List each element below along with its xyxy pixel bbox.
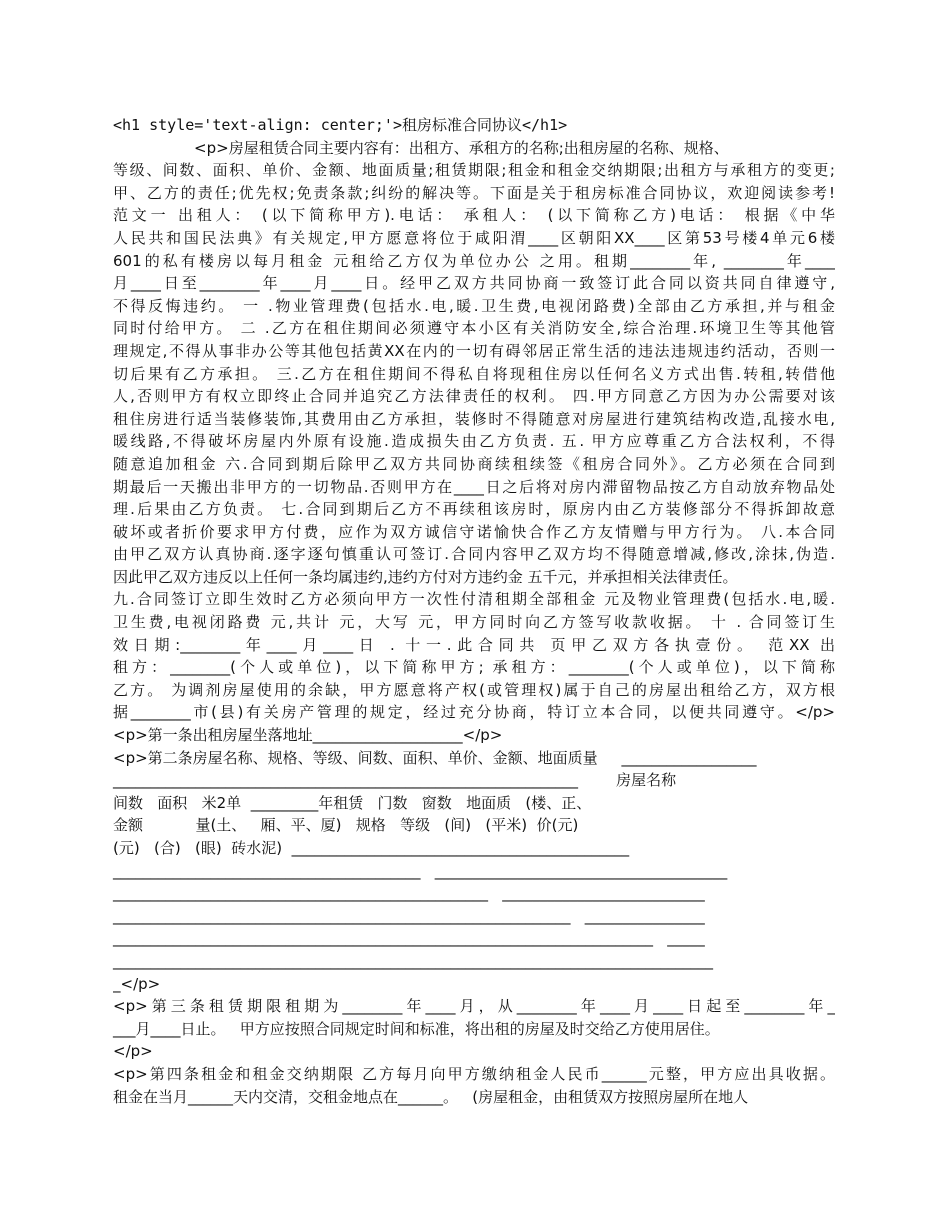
document-body (113, 114, 835, 1108)
document-line: (元) (合) (眼) 砖水泥) _____________________________________________ (113, 839, 630, 857)
document-line: 范文一 出租人： (以下简称甲方).电话： 承租人： (以下简称乙方)电话： 根据《中华 (113, 206, 835, 225)
document-line: <p>第三条租赁期限租期为________年____月，从________年____月____日起至________年_ (113, 997, 835, 1016)
document-line: 切后果有乙方承担。 三.乙方在租住期间不得私自将现租住房以任何名义方式出售.转租,转借他 (113, 364, 835, 383)
document-line: <p>第四条租金和租金交纳期限 乙方每月向甲方缴纳租金人民币______元整，甲方应出具收据。 (113, 1064, 835, 1083)
document-line: ___月____日止。 甲方应按照合同规定时间和标准，将出租的房屋及时交给乙方使用居住。 (113, 1019, 720, 1038)
document-line: 期最后一天搬出非甲方的一切物品.否则甲方在____日之后将对房内滞留物品按乙方自动放弃物品处 (113, 477, 835, 496)
document-line: 不得反悔违约。 一 .物业管理费(包括水.电,暖.卫生费,电视闭路费)全部由乙方承担,并与租金 (113, 296, 835, 315)
document-line: 理.后果由乙方负责。 七.合同到期后乙方不再续租该房时，原房内由乙方装修部分不得拆卸故意 (113, 500, 835, 519)
document-line: 等级、间数、面积、单价、金额、地面质量;租赁期限;租金和租金交纳期限;出租方与承租方的变更; (113, 161, 835, 180)
document-line: <p>第一条出租房屋坐落地址____________________</p> (113, 726, 503, 745)
document-line: 601的私有楼房以每月租金 元租给乙方仅为单位办公 之用。租期________年, ________年____ (113, 251, 835, 270)
document-line: 据________市(县)有关房产管理的规定，经过充分协商，特订立本合同，以便共同遵守。</p> (113, 703, 835, 722)
document-lines (113, 137, 835, 1109)
document-line: 租金在当月______天内交清，交租金地点在______。 (房屋租金，由租赁双方按照房屋所在地人 (113, 1087, 749, 1106)
document-line: 由甲乙双方认真协商.逐字逐句慎重认可签订.合同内容甲乙双方均不得随意增减,修改,涂抹,伪造. (113, 545, 835, 564)
document-line: <p>房屋租赁合同主要内容有：出租方、承租方的名称;出租房屋的名称、规格、 (113, 138, 729, 157)
document-line: _________________________________________ _______________________________________ (113, 861, 728, 880)
document-line: 因此甲乙双方违反以上任何一条均属违约,违约方付对方违约金 五千元，并承担相关法律责任。 (113, 567, 738, 586)
document-line: 月____日至________年____月____日。经甲乙双方共同协商一致签订此合同以资共同自律遵守, (113, 274, 835, 293)
document-line: 人民共和国民法典》有关规定,甲方愿意将位于咸阳渭____区朝阳XX____区第53号楼4单元6楼 (113, 228, 835, 247)
document-line: __________________________________________________ ___________________________ (113, 884, 705, 903)
document-line: 破坏或者折价要求甲方付费，应作为双方诚信守诺愉快合作乙方友情赠与甲方行为。 八.本合同 (113, 522, 835, 541)
document-line: 理规定,不得从事非办公等其他包括黄XX在内的一切有碍邻居正常生活的违法违规违约活动，否则一 (113, 341, 835, 360)
document-line: <p>第二条房屋名称、规格、等级、间数、面积、单价、金额、地面质量 __________________ (113, 748, 757, 767)
document-line: _</p> (113, 974, 161, 993)
document-line: </p> (113, 1042, 153, 1061)
document-line: ________________________________________________________________________ _____ (113, 929, 705, 948)
document-line: 乙方。 为调剂房屋使用的余缺，甲方愿意将产权(或管理权)属于自己的房屋出租给乙方，双方根 (113, 680, 835, 699)
document-line: 卫生费,电视闭路费 元,共计 元，大写 元，甲方同时向乙方签写收款收据。 十 . 合同签订生 (113, 613, 835, 632)
document-line: 效日期:________年____月____日 . 十一.此合同共 页甲乙双方各执壹份。 范XX 出 (113, 635, 835, 654)
document-line: 租方：________(个人或单位)，以下简称甲方; 承租方：________(个人或单位)，以下简称 (113, 658, 835, 677)
document-line: 九.合同签订立即生效时乙方必须向甲方一次性付清租期全部租金 元及物业管理费(包括水.电,暖. (113, 590, 835, 609)
document-line: 金额 量(土、 厢、平、厦) 规格 等级 (间) (平米) 价(元) (113, 816, 579, 835)
document-line: _____________________________________________________________ ________________ (113, 906, 705, 925)
title-markup-line: <h1 style='text-align: center;'>租房标准合同协议</h1> (113, 116, 568, 134)
document-line: 同时付给甲方。 二 .乙方在租住期间必须遵守本小区有关消防安全,综合治理.环境卫生等其他管 (113, 319, 835, 338)
document-line: ______________________________________________________________ 房屋名称 (113, 771, 677, 790)
document-line: 甲、乙方的责任;优先权;免责条款;纠纷的解决等。下面是关于租房标准合同协议，欢迎阅读参考! (113, 183, 835, 202)
document-line: 间数 面积 米2单 _________年租赁 门数 窗数 地面质 (楼、正、 (113, 793, 592, 812)
document-line: 暖线路,不得破坏房屋内外原有设施.造成损失由乙方负责. 五. 甲方应尊重乙方合法权利，不得 (113, 432, 835, 451)
document-line: 人,否则甲方有权立即终止合同并追究乙方法律责任的权利。 四.甲方同意乙方因为办公需要对该 (113, 387, 835, 406)
document-line: ________________________________________________________________________________ (113, 951, 713, 970)
document-line: 随意追加租金 六.合同到期后除甲乙双方共同协商续租续签《租房合同外》。乙方必须在合同到 (113, 454, 835, 473)
document-line: 租住房进行适当装修装饰,其费用由乙方承担，装修时不得随意对房屋进行建筑结构改造,乱接水电, (113, 409, 835, 428)
